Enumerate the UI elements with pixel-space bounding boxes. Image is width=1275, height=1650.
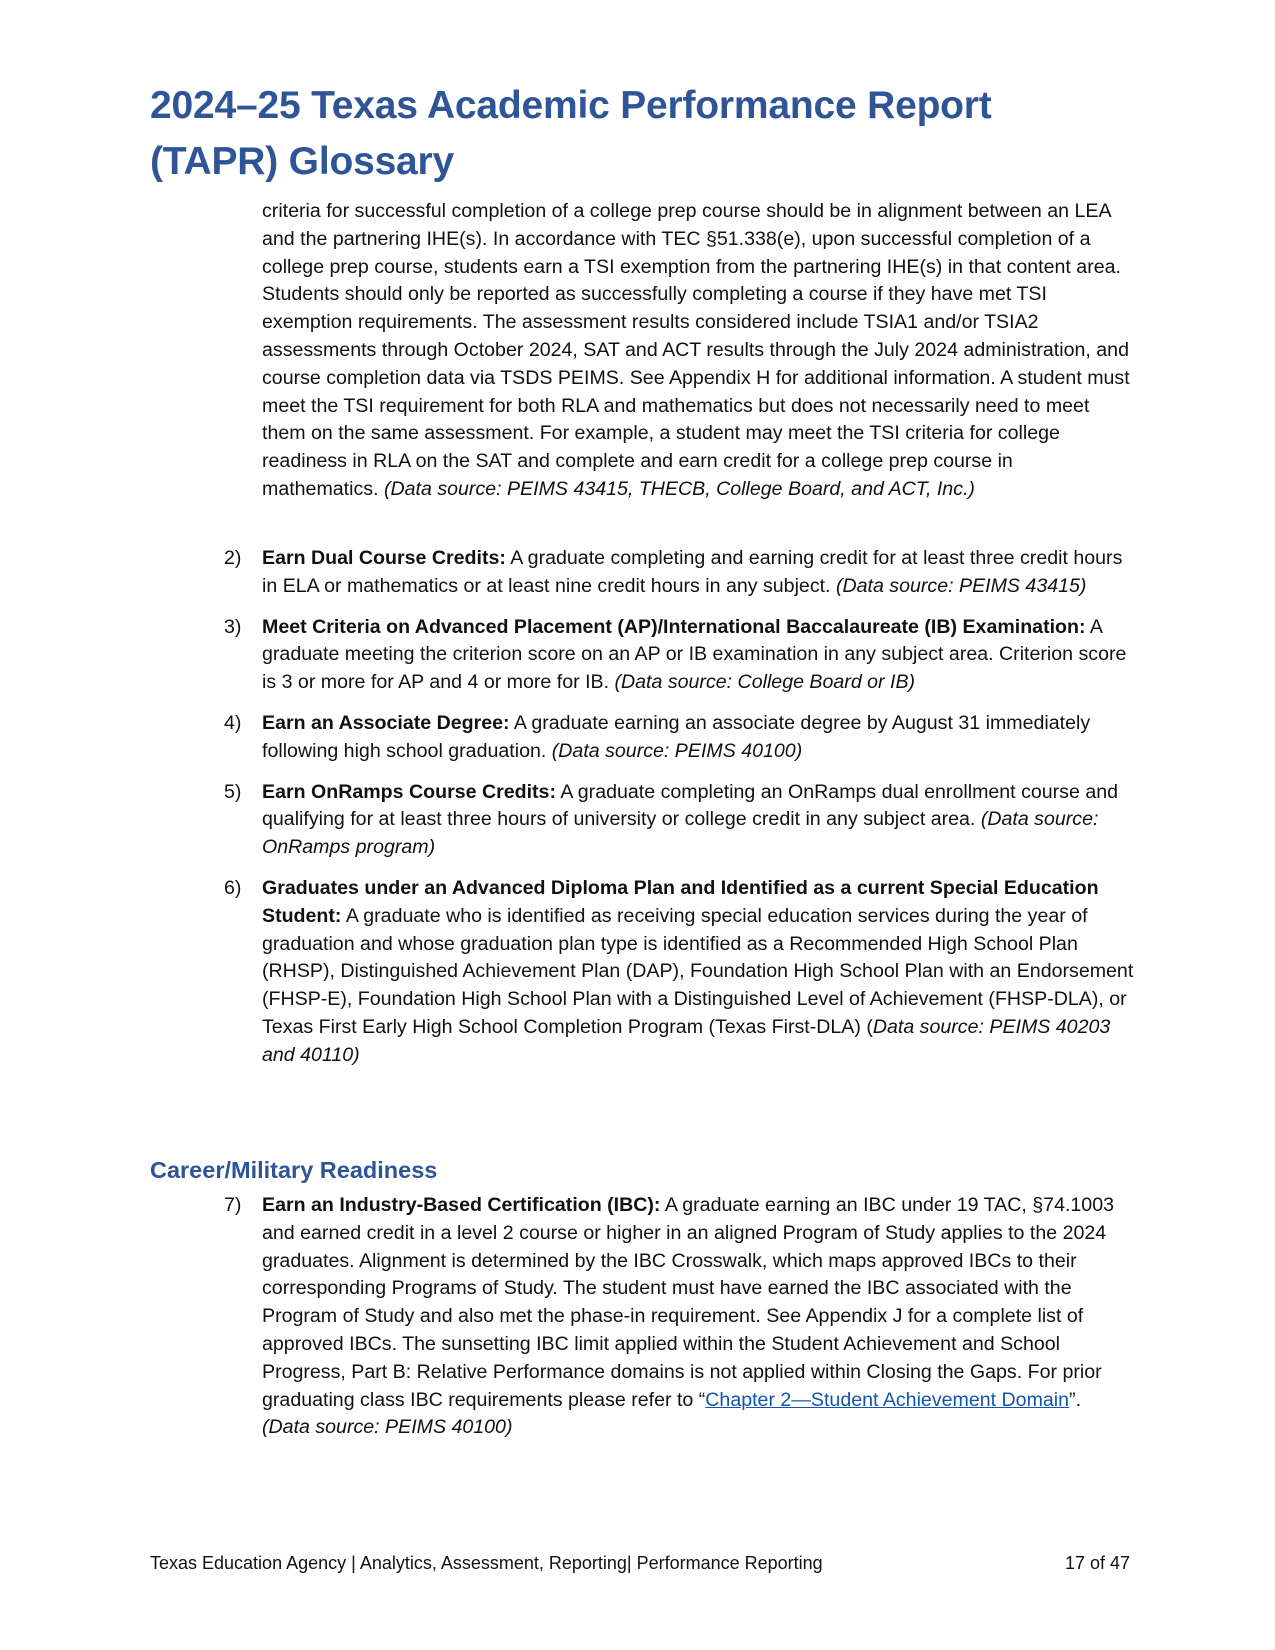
item-number: 4) (224, 711, 242, 734)
data-source: (Data source: PEIMS 40100) (262, 1416, 513, 1439)
data-source: (Data source: PEIMS 43415) (835, 574, 1087, 597)
item-number: 6) (224, 876, 242, 899)
page-title (150, 78, 1150, 190)
data-source: (Data source: College Board or IB) (614, 671, 916, 694)
list-item (224, 1192, 1134, 1442)
list-item (224, 779, 1134, 862)
page-title-line-2: (TAPR) Glossary (150, 140, 455, 183)
item-number: 3) (224, 615, 242, 638)
data-source: (Data source: PEIMS 43415, THECB, College Board, and ACT, Inc.) (383, 477, 975, 500)
list-item (224, 545, 1134, 601)
item-number: 7) (224, 1194, 242, 1216)
item-text-after-link: ”. (1069, 1388, 1082, 1411)
footer-text: Texas Education Agency | Analytics, Assessment, Reporting| Performance Reporting (150, 1553, 823, 1573)
item-text: A graduate meeting the criterion score on an AP or IB examination in any subject area. Criterion score is 3 or more for AP and 4 or more for IB. (262, 615, 1127, 694)
intro-text: criteria for successful completion of a college prep course should be in alignment between an LEA and the partnering IHE(s). In accordance with TEC §51.338(e), upon successful completion of a college prep course, students earn a TSI exemption from the partnering IHE(s) in that content area. Students should only be reported as successfully completing a course if they have met TSI exemption requirements. The assessment results considered include TSIA1 and/or TSIA2 assessments through October 2024, SAT and ACT results through the July 2024 administration, and course completion data via TSDS PEIMS. See Appendix H for additional information. A student must meet the TSI requirement for both RLA and mathematics but does not necessarily need to meet them on the same assessment. For example, a student may meet the TSI criteria for college readiness in RLA on the SAT and complete and earn credit for a college prep course in mathematics. (262, 200, 1130, 500)
item-number: 5) (224, 780, 242, 803)
item-term: Earn Dual Course Credits: (262, 547, 506, 569)
chapter-2-link[interactable]: Chapter 2—Student Achievement Domain (705, 1388, 1070, 1411)
item-term: Earn OnRamps Course Credits: (262, 780, 556, 803)
item-term: Graduates under an Advanced Diploma Plan and Identified as a current Special Education Student: (262, 876, 1099, 927)
page-footer (150, 1551, 1130, 1575)
item-term: Earn an Associate Degree: (262, 711, 510, 734)
career-readiness-list (224, 1192, 1134, 1455)
page-number: 17 of 47 (1064, 1553, 1130, 1573)
data-source: Data source: PEIMS 40203 and 40110) (262, 1015, 1111, 1066)
college-readiness-list (224, 545, 1134, 1083)
list-item (224, 710, 1134, 766)
data-source: (Data source: OnRamps program) (262, 808, 1099, 859)
data-source: (Data source: PEIMS 40100) (551, 739, 803, 762)
page-title-line-1: 2024–25 Texas Academic Performance Report (150, 84, 992, 127)
intro-paragraph (262, 198, 1132, 504)
item-text: A graduate earning an associate degree by August 31 immediately following high school graduation. (262, 711, 1091, 762)
item-text: A graduate completing an OnRamps dual enrollment course and qualifying for at least three hours of university or college credit in any subject area. (262, 780, 1119, 831)
item-text: A graduate earning an IBC under 19 TAC, §74.1003 and earned credit in a level 2 course or higher in an aligned Program of Study applies to the 2024 graduates. Alignment is determined by the IBC Crosswalk, which maps approved IBCs to their corresponding Programs of Study. The student must have earned the IBC associated with the Program of Study and also met the phase-in requirement. See Appendix J for a complete list of approved IBCs. The sunsetting IBC limit applied within the Student Achievement and School Progress, Part B: Relative Performance domains is not applied within Closing the Gaps. For prior graduating class IBC requirements please refer to “ (262, 1194, 1114, 1411)
item-term: Earn an Industry-Based Certification (IBC): (262, 1194, 661, 1216)
item-text: A graduate who is identified as receiving special education services during the year of graduation and whose graduation plan type is identified as a Recommended High School Plan (RHSP), Distinguished Achievement Plan (DAP), Foundation High School Plan with an Endorsement (FHSP-E), Foundation High School Plan with a Distinguished Level of Achievement (FHSP-DLA), or Texas First Early High School Completion Program (Texas First-DLA) ( (262, 904, 1134, 1038)
section-heading-career-military: Career/Military Readiness (150, 1157, 438, 1183)
item-term: Meet Criteria on Advanced Placement (AP)/International Baccalaureate (IB) Examination: (262, 615, 1086, 638)
list-item (224, 614, 1134, 697)
item-number: 2) (224, 547, 242, 569)
item-text: A graduate completing and earning credit for at least three credit hours in ELA or mathematics or at least nine credit hours in any subject. (262, 547, 1123, 597)
list-item (224, 875, 1134, 1070)
